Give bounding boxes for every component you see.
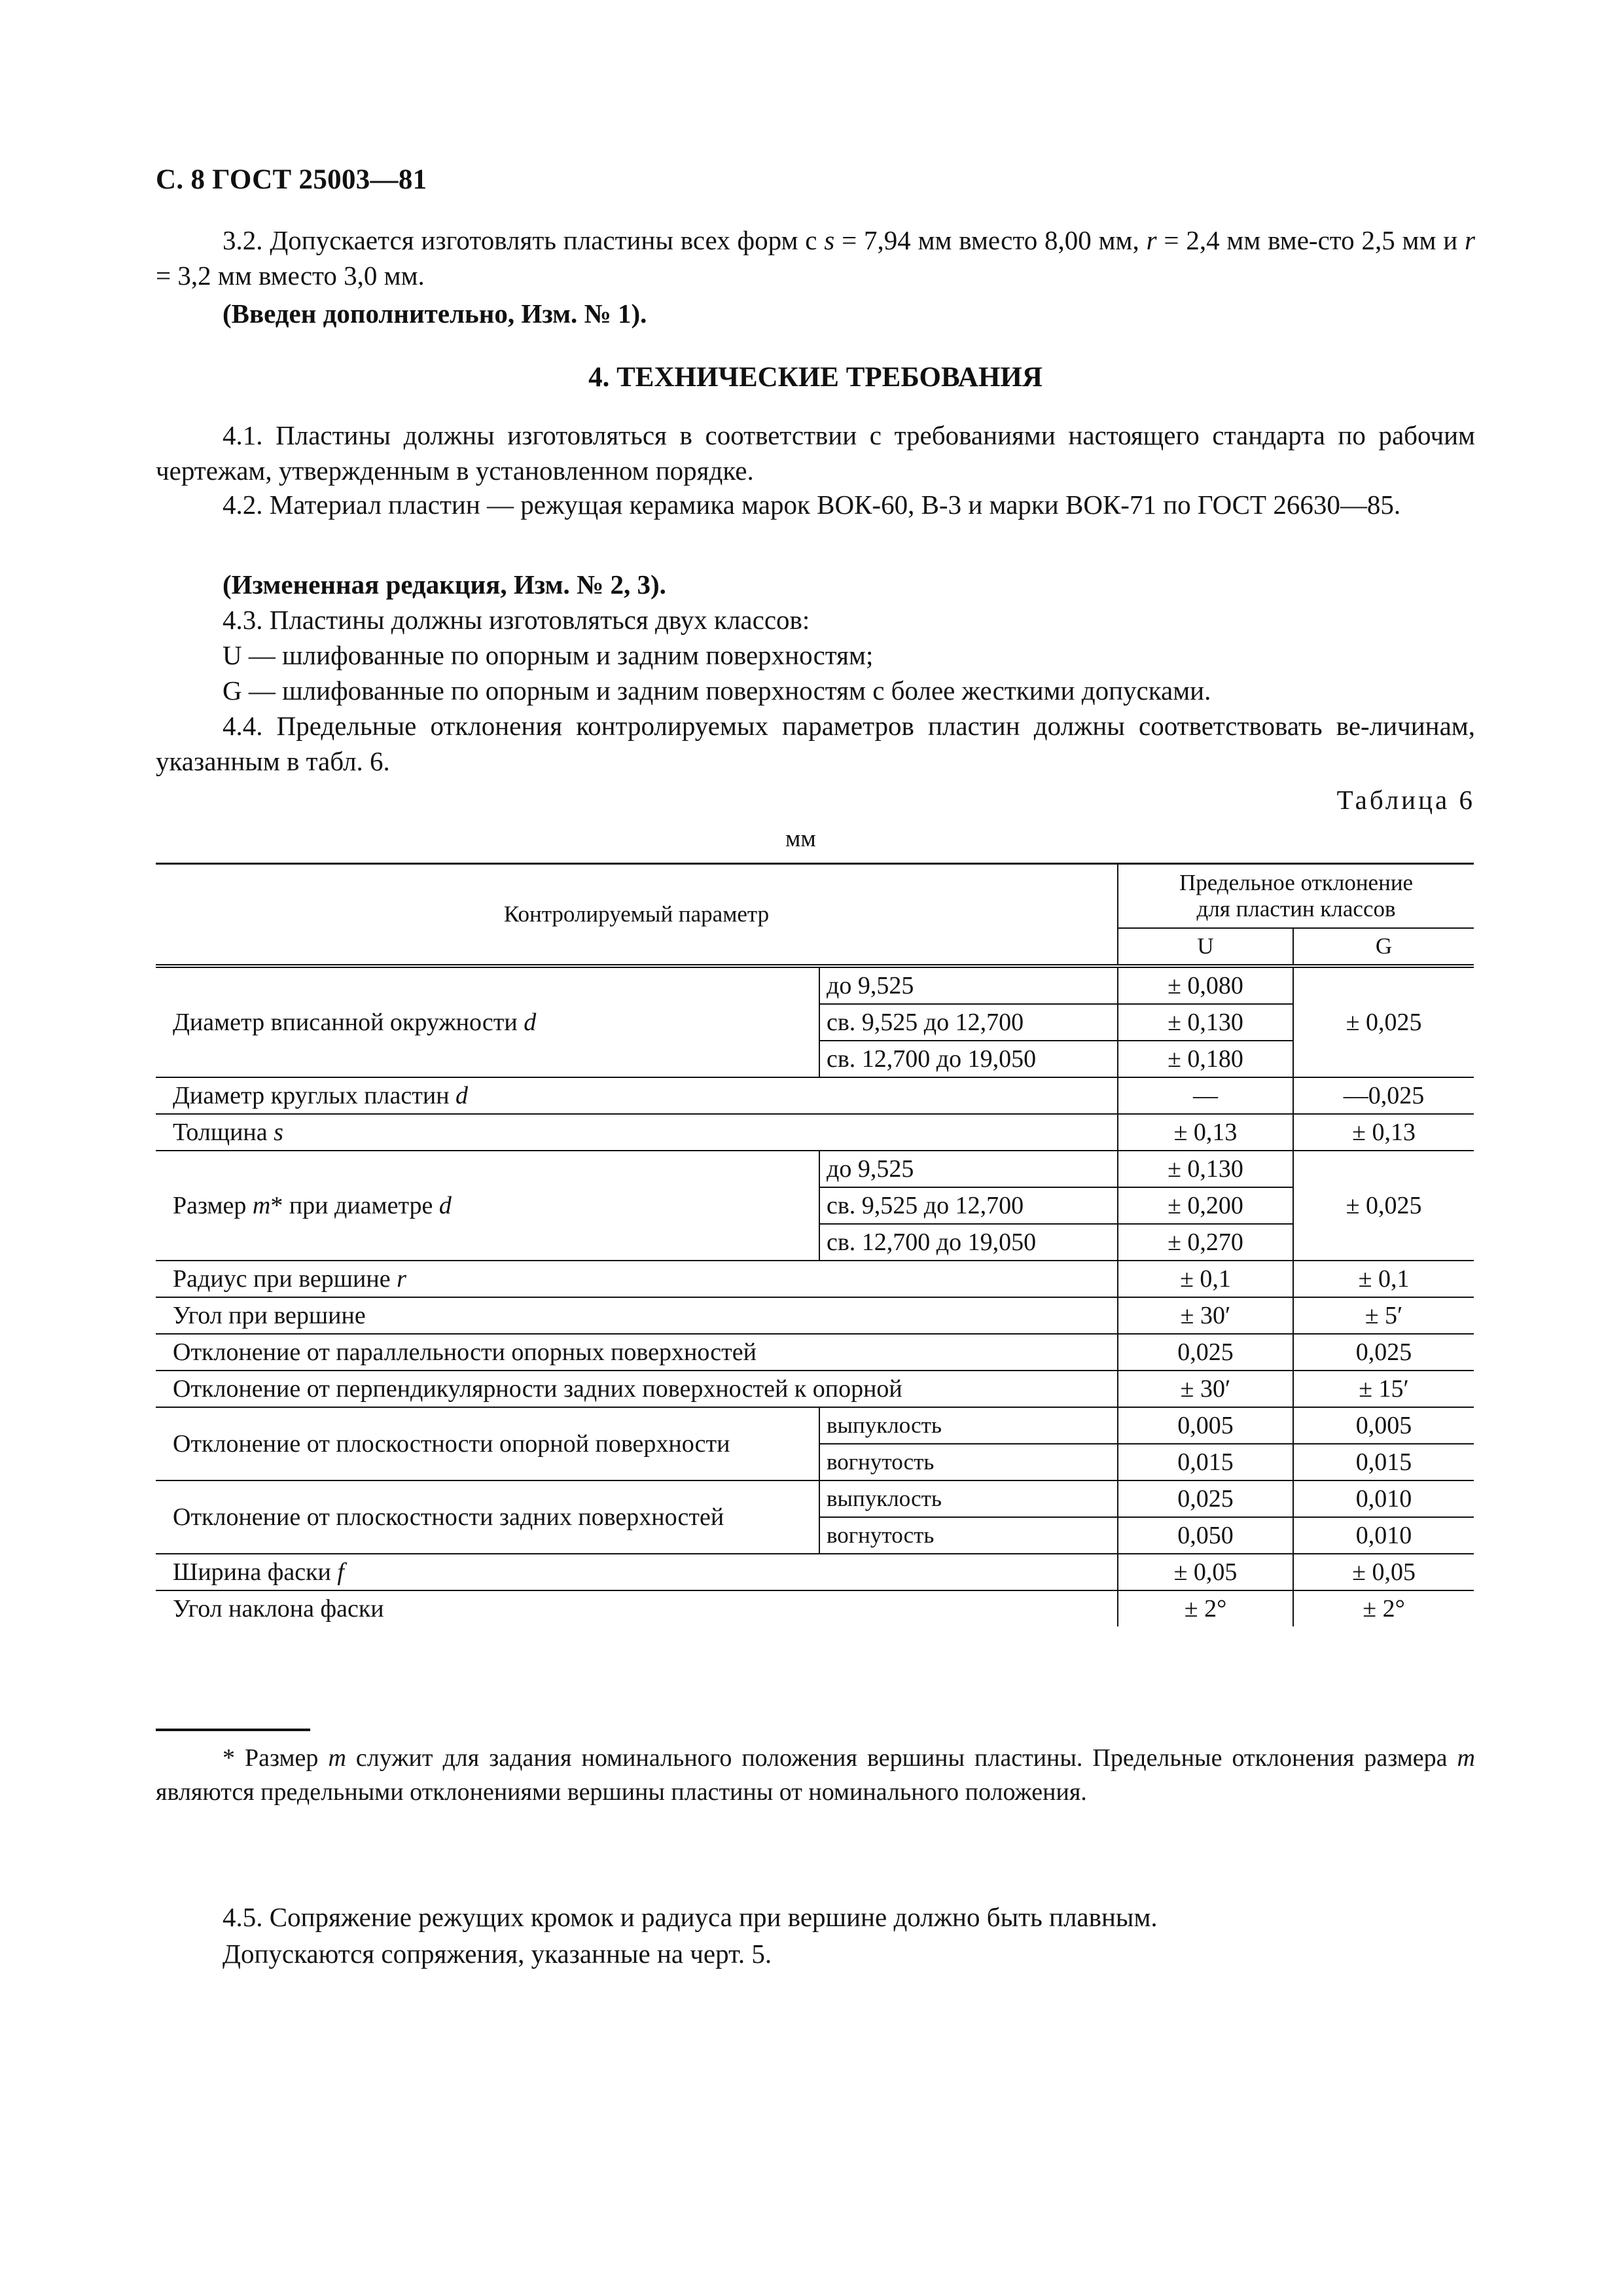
section-title: 4. ТЕХНИЧЕСКИЕ ТРЕБОВАНИЯ [588,362,1043,393]
head-class-u: U [1118,928,1293,966]
footnote-text: * Размер [223,1744,329,1772]
var-r: r [397,1265,406,1293]
var-m: m [252,1192,271,1219]
row-thickness-label [156,1114,1118,1151]
cell-u: ± 30′ [1118,1371,1293,1407]
cell-range: св. 12,700 до 19,050 [819,1224,1118,1261]
var-m: m [1457,1744,1475,1772]
var-s: s [824,225,835,255]
clause-4-2-note: (Измененная редакция, Изм. № 2, 3). [223,569,666,600]
cell-u: ± 2° [1118,1590,1293,1626]
cell-g: —0,025 [1293,1077,1474,1114]
cell-g: ± 0,13 [1293,1114,1474,1151]
head-deviation-line2: для пластин классов [1196,896,1396,922]
cell-u: ± 0,130 [1118,1151,1293,1187]
cell-g: 0,005 [1293,1407,1474,1444]
clause-4-5: 4.5. Сопряжение режущих кромок и радиуса при вершине должно быть плавным. [223,1902,1158,1932]
cell-u: ± 0,1 [1118,1261,1293,1297]
cell-u: ± 0,05 [1118,1554,1293,1590]
var-m: m [328,1744,346,1772]
cell-g: 0,010 [1293,1517,1474,1554]
cell-kind: вогнутость [819,1517,1118,1554]
cell-u: 0,025 [1118,1334,1293,1371]
cell-range: св. 9,525 до 12,700 [819,1004,1118,1041]
var-r: r [1465,225,1475,255]
var-d: d [524,1009,537,1036]
cell-range: св. 9,525 до 12,700 [819,1187,1118,1224]
row-inscribed-label [156,966,819,1077]
row-chamfer-width-label [156,1554,1118,1590]
clause-4-3: 4.3. Пластины должны изготовляться двух классов: [223,605,810,635]
cell-u: 0,005 [1118,1407,1293,1444]
row-perp-label: Отклонение от перпендикулярности задних поверхностей к опорной [156,1371,1118,1407]
cell-g: 0,015 [1293,1444,1474,1480]
row-chamfer-angle-label: Угол наклона фаски [156,1590,1118,1626]
cell-u: ± 0,130 [1118,1004,1293,1041]
table-6 [156,863,1474,1626]
cell-u: — [1118,1077,1293,1114]
row-parallel-label: Отклонение от параллельности опорных поверхностей [156,1334,1118,1371]
cell-g: ± 2° [1293,1590,1474,1626]
clause-3-2-note: (Введен дополнительно, Изм. № 1). [223,298,647,329]
head-class-g: G [1293,928,1474,966]
footnote [156,1741,1475,1809]
page-header: С. 8 ГОСТ 25003—81 [156,164,427,195]
clause-3-2-text: = 7,94 мм вместо 8,00 мм, [834,225,1147,255]
label-text: * при диаметре [270,1192,439,1219]
footnote-text: являются предельными отклонениями вершины пластины от номинального положения. [156,1778,1087,1806]
cell-u: 0,015 [1118,1444,1293,1480]
row-round-label [156,1077,1118,1114]
cell-g: 0,025 [1293,1334,1474,1371]
clause-3-2-text: = 3,2 мм вместо 3,0 мм. [156,260,425,291]
cell-range: св. 12,700 до 19,050 [819,1041,1118,1077]
cell-kind: выпуклость [819,1407,1118,1444]
cell-kind: вогнутость [819,1444,1118,1480]
footnote-separator [156,1729,310,1731]
cell-g: ± 0,025 [1293,1151,1474,1261]
row-flat-base-label: Отклонение от плоскостности опорной поверхности [156,1407,819,1480]
cell-g: 0,010 [1293,1480,1474,1517]
table-unit: мм [785,825,816,852]
label-text: Диаметр круглых пластин [173,1082,456,1109]
var-d: d [455,1082,469,1109]
clause-3-2 [156,223,1475,293]
var-r: r [1146,225,1157,255]
cell-range: до 9,525 [819,1151,1118,1187]
head-deviation-line1: Предельное отклонение [1179,870,1414,895]
row-size-m-label [156,1151,819,1261]
row-flat-back-label: Отклонение от плоскостности задних поверхностей [156,1480,819,1554]
var-f: f [337,1558,344,1586]
cell-g: ± 0,025 [1293,966,1474,1077]
label-text: Толщина [173,1119,274,1146]
cell-g: ± 0,1 [1293,1261,1474,1297]
cell-g: ± 0,05 [1293,1554,1474,1590]
cell-u: ± 0,180 [1118,1041,1293,1077]
row-radius-label [156,1261,1118,1297]
clause-3-2-text: = 2,4 мм вме-сто 2,5 мм и [1156,225,1465,255]
row-apex-angle-label: Угол при вершине [156,1297,1118,1334]
cell-u: ± 0,200 [1118,1187,1293,1224]
clause-4-1: 4.1. Пластины должны изготовляться в соответствии с требованиями настоящего стандарта по рабочим чертежам, утвержденным в установленном порядке. [156,420,1475,486]
cell-g: ± 15′ [1293,1371,1474,1407]
cell-u: 0,025 [1118,1480,1293,1517]
head-param: Контролируемый параметр [156,864,1118,967]
clause-4-4: 4.4. Предельные отклонения контролируемых параметров пластин должны соответствовать ве-личинам, указанным в табл. 6. [156,711,1475,776]
clause-3-2-text: 3.2. Допускается изготовлять пластины всех форм с [223,225,825,255]
class-u: U — шлифованные по опорным и задним поверхностям; [223,640,874,670]
class-g: G — шлифованные по опорным и задним поверхностям с более жесткими допусками. [223,675,1211,706]
head-deviation [1118,864,1474,929]
label-text: Ширина фаски [173,1558,338,1586]
label-text: Диаметр вписанной окружности [173,1009,524,1036]
label-text: Радиус при вершине [173,1265,397,1293]
var-s: s [274,1119,283,1146]
var-d: d [438,1192,452,1219]
cell-u: ± 30′ [1118,1297,1293,1334]
cell-range: до 9,525 [819,966,1118,1004]
cell-u: 0,050 [1118,1517,1293,1554]
cell-g: ± 5′ [1293,1297,1474,1334]
clause-4-5-b: Допускаются сопряжения, указанные на черт. 5. [223,1939,772,1969]
cell-u: ± 0,080 [1118,966,1293,1004]
clause-4-2: 4.2. Материал пластин — режущая керамика марок ВОК-60, В-3 и марки ВОК-71 по ГОСТ 26630—85. [223,490,1401,520]
table-caption: Таблица 6 [1336,785,1475,815]
cell-u: ± 0,13 [1118,1114,1293,1151]
label-text: Размер [173,1192,253,1219]
cell-u: ± 0,270 [1118,1224,1293,1261]
cell-kind: выпуклость [819,1480,1118,1517]
footnote-text: служит для задания номинального положения вершины пластины. Предельные отклонения размера [346,1744,1457,1772]
